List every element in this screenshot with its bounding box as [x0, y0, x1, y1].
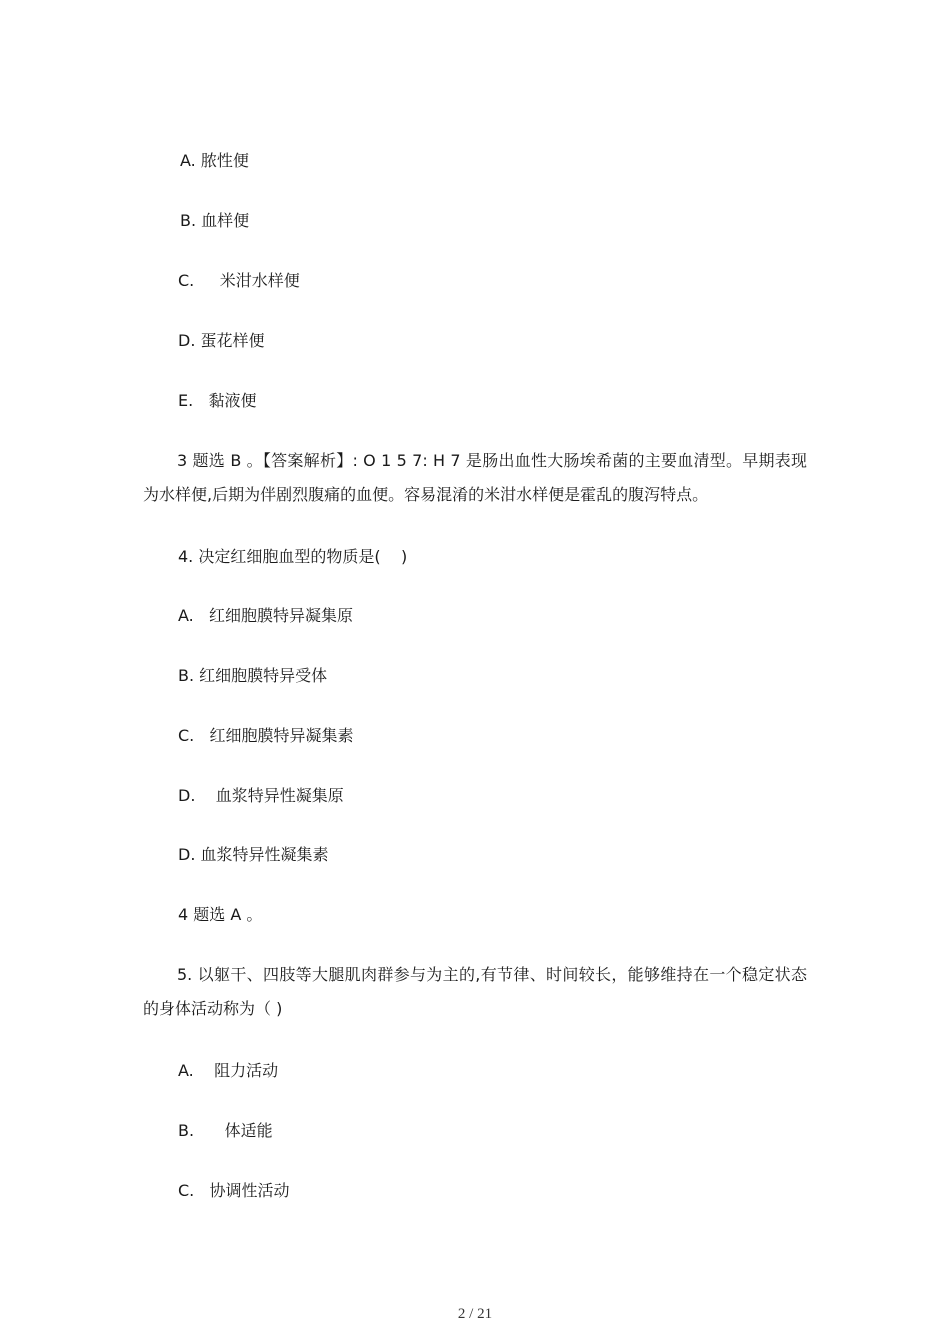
q4-answer: 4 题选 A 。 [178, 905, 263, 924]
q4-option-d: D. 血浆特异性凝集原 [178, 786, 344, 805]
q3-option-d: D. 蛋花样便 [178, 331, 265, 350]
q5-option-c: C. 协调性活动 [178, 1181, 290, 1200]
q3-option-a: A. 脓性便 [180, 151, 249, 170]
page-number: 2 / 21 [457, 1306, 493, 1322]
q3-answer-explanation: 3 题选 B 。【答案解析】: O 1 5 7: H 7 是肠出血性大肠埃希菌的主要血清型。早期表现为水样便,后期为伴剧烈腹痛的血便。容易混淆的米泔水样便是霍乱的腹泻特点。 [143, 451, 807, 504]
q5-question: 5. 以躯干、四肢等大腿肌肉群参与为主的,有节律、时间较长，能够维持在一个稳定状态的身体活动称为（ ) [143, 965, 807, 1018]
q4-option-d-second: D. 血浆特异性凝集素 [178, 845, 329, 864]
q3-option-c: C. 米泔水样便 [178, 271, 300, 290]
q3-option-b: B. 血样便 [180, 211, 250, 230]
q4-option-c: C. 红细胞膜特异凝集素 [178, 726, 354, 745]
q5-option-b: B. 体适能 [178, 1121, 273, 1140]
q4-option-b: B. 红细胞膜特异受体 [178, 666, 328, 685]
q4-question: 4. 决定红细胞血型的物质是( ) [178, 547, 408, 566]
q5-option-a: A. 阻力活动 [178, 1061, 279, 1080]
q3-option-e: E. 黏液便 [178, 391, 257, 410]
q4-option-a: A. 红细胞膜特异凝集原 [178, 606, 354, 625]
